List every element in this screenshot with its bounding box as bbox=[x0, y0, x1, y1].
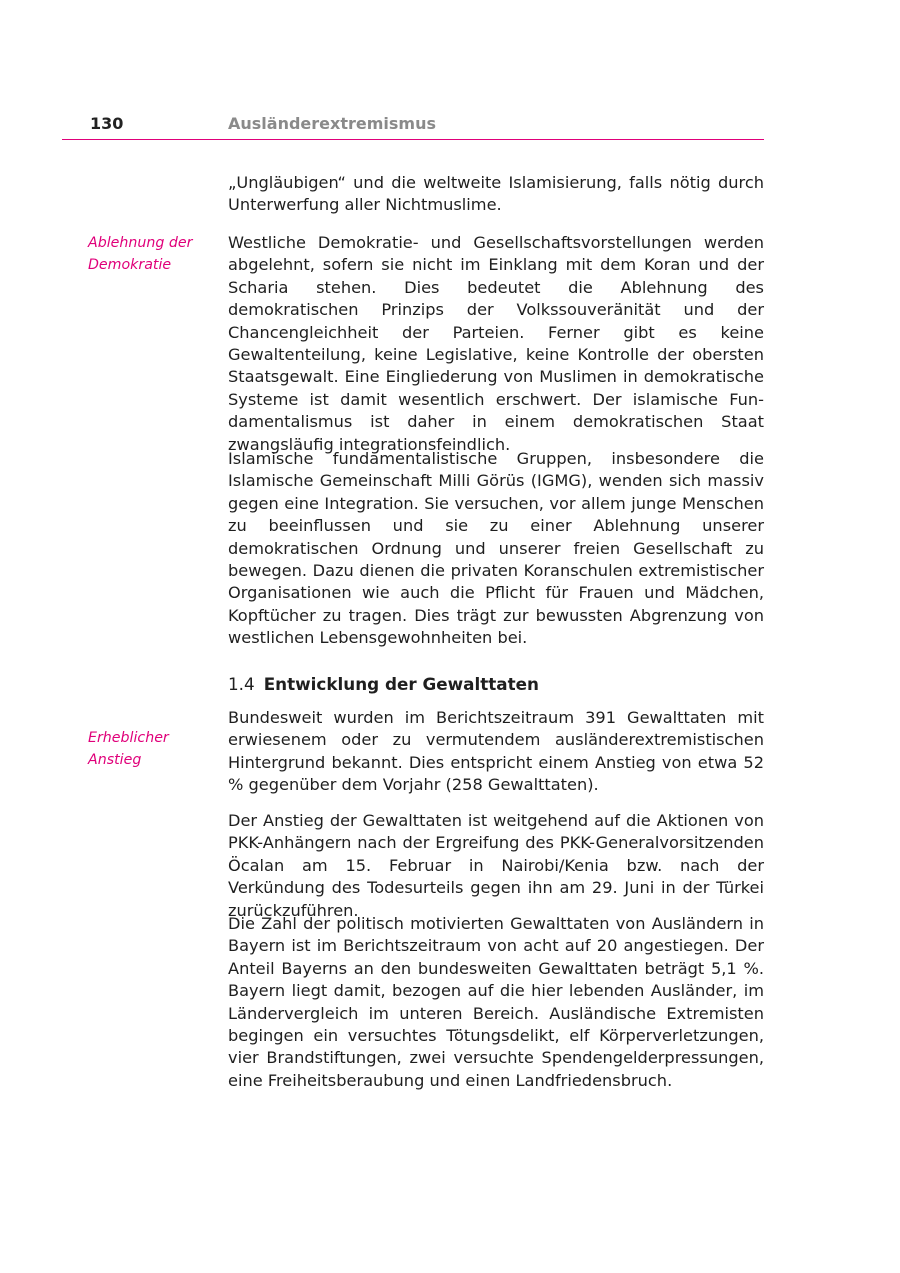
section-heading bbox=[228, 672, 764, 696]
margin-note-democracy: Ablehnung der Demokratie bbox=[88, 235, 193, 274]
paragraph-6: Die Zahl der politisch motivierten Gewalttaten von Ausländern in Bayern ist im Berichtszeitraum von acht auf 20 angestiegen. Der Anteil Bayerns an den bundesweiten Gewalttaten beträgt 5,1 %. Bayern liegt damit, bezogen auf die hier lebenden Ausländer, im Ländervergleich im unteren Bereich. Ausländische Extremisten begingen ein versuchtes Tötungsdelikt, elf Körperverletzungen, vier Brandstiftungen, zwei versuchte Spendengelderpressungen, eine Freiheitsberaubung und einen Landfriedensbruch. bbox=[228, 914, 764, 1090]
section-title: Entwicklung der Gewalttaten bbox=[263, 674, 539, 694]
page-header bbox=[62, 112, 764, 140]
paragraph-4: Bundesweit wurden im Berichtszeitraum 391 Gewalttaten mit erwiesenem oder zu vermutendem ausländerextremistischen Hintergrund bekannt. Dies entspricht einem Anstieg von etwa 52 % gegenüber dem Vorjahr (258 Gewalttaten). bbox=[228, 708, 764, 795]
paragraph-5: Der Anstieg der Gewalttaten ist weitgehend auf die Aktionen von PKK-Anhängern nach der Ergreifung des PKK-Generalvorsitzenden Öcalan am 15. Februar in Nairobi/Kenia bzw. nach der Verkündung des Todesurteils gegen ihn am 29. Juni in der Türkei zurückzuführen. bbox=[228, 811, 764, 920]
page-number: 130 bbox=[90, 114, 124, 133]
paragraph-1: „Ungläubigen“ und die weltweite Islamisierung, falls nötig durch Unterwerfung aller Nichtmuslime. bbox=[228, 173, 764, 215]
section-number: 1.4 bbox=[228, 674, 255, 694]
paragraph-2: Westliche Demokratie- und Gesellschaftsvorstellungen werden abgelehnt, sofern sie nicht im Einklang mit dem Koran und der Scharia stehen. Dies bedeutet die Ablehnung des demokratischen Prinzips der Volkssouveränität und der Chancengleichheit der Parteien. Ferner gibt es keine Gewaltenteilung, keine Legislative, keine Kontrolle der obersten Staatsgewalt. Eine Eingliederung von Muslimen in demokratische Systeme ist damit wesentlich erschwert. Der islamische Fundamentalismus ist daher in einem demokratischen Staat zwangsläufig integrationsfeindlich. bbox=[228, 233, 764, 454]
paragraph-3: Islamische fundamentalistische Gruppen, insbesondere die Islamische Gemeinschaft Milli Görüs (IGMG), wenden sich massiv gegen eine Integration. Sie versuchen, vor allem junge Menschen zu beeinflussen und sie zu einer Ablehnung unserer demokratischen Ordnung und unserer freien Gesellschaft zu bewegen. Dazu dienen die privaten Koranschulen extremistischer Organisationen wie auch die Pflicht für Frauen und Mädchen, Kopftücher zu tragen. Dies trägt zur bewussten Abgrenzung von westlichen Lebensgewohnheiten bei. bbox=[228, 449, 764, 648]
margin-note-increase: Erheblicher Anstieg bbox=[88, 730, 169, 769]
running-title: Ausländerextremismus bbox=[228, 114, 436, 133]
